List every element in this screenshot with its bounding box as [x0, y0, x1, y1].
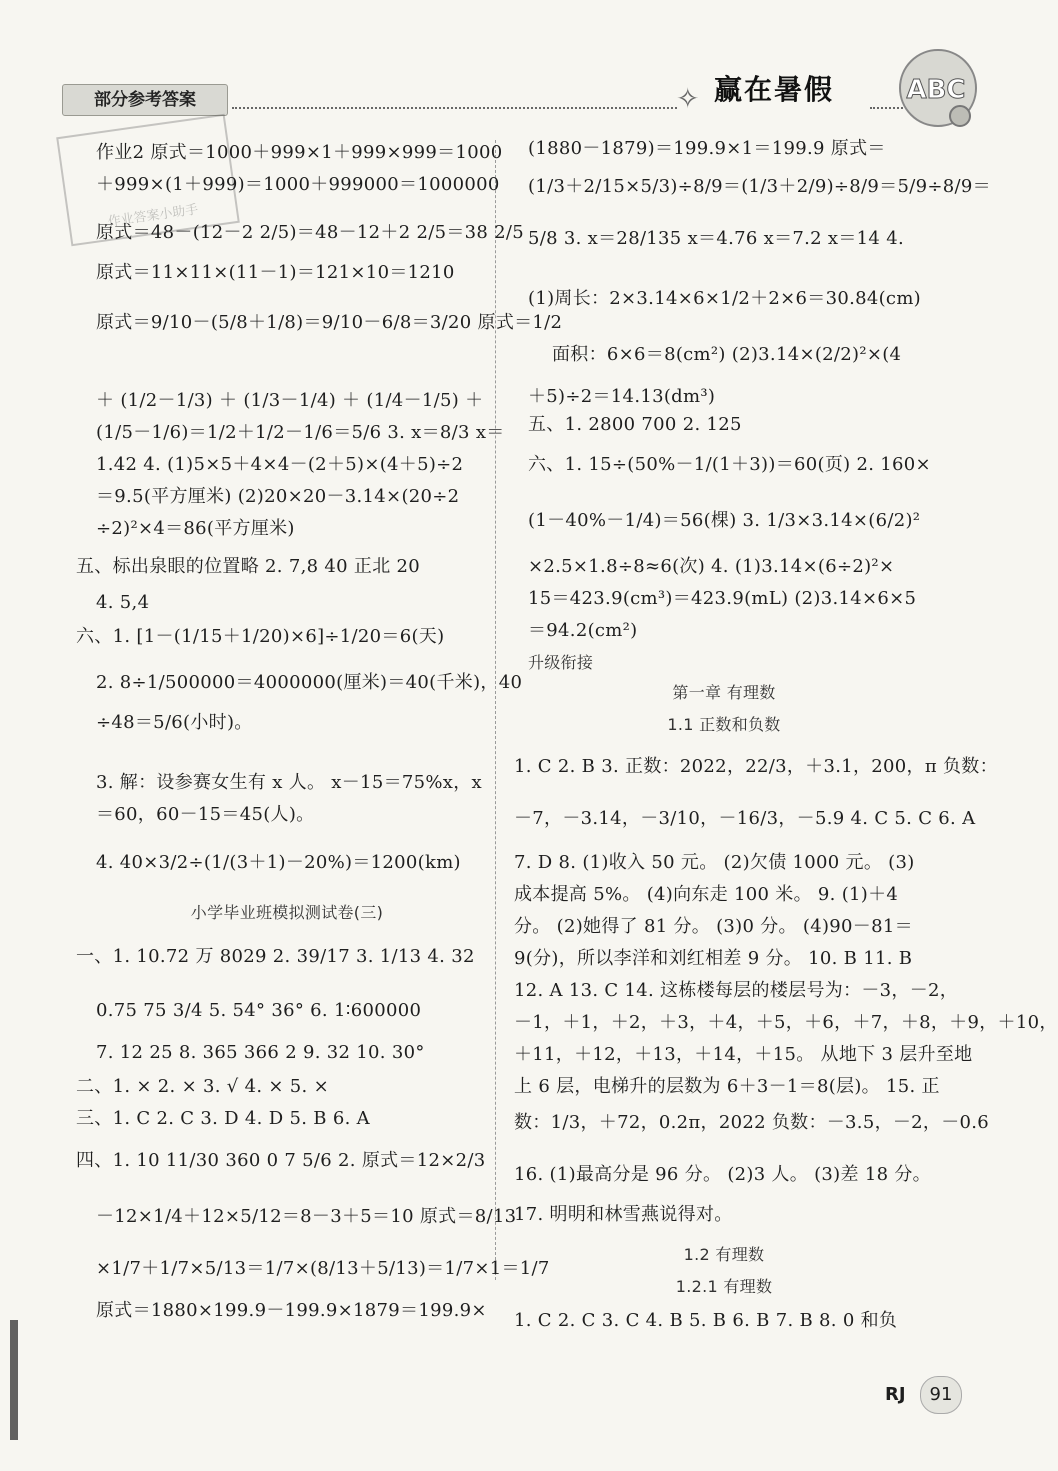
answer-line: ＋5)÷2＝14.13(dm³) — [528, 386, 716, 407]
answer-line: 作业2 原式＝1000＋999×1＋999×999＝1000 — [96, 142, 503, 163]
answer-line: 17. 明明和林雪燕说得对。 — [514, 1204, 733, 1225]
brand-title: 赢在暑假 — [714, 73, 835, 106]
answer-line: (1)周长：2×3.14×6×1/2＋2×6＝30.84(cm) — [528, 288, 922, 309]
answer-line: ÷48＝5/6(小时)。 — [96, 712, 253, 733]
answer-line: ×1/7＋1/7×5/13＝1/7×(8/13＋5/13)＝1/7×1＝1/7 — [96, 1258, 550, 1279]
answer-line: ＋11，＋12，＋13，＋14，＋15。 从地下 3 层升至地 — [514, 1044, 973, 1065]
abc-logo-icon — [878, 46, 993, 138]
answer-line: 五、标出泉眼的位置略 2. 7,8 40 正北 20 — [76, 556, 421, 577]
answer-line: 2. 8÷1/500000＝4000000(厘米)＝40(千米)，40 — [96, 672, 523, 693]
star-icon: ✧ — [676, 82, 700, 115]
answer-line: 成本提高 5%。 (4)向东走 100 米。 9. (1)＋4 — [514, 884, 899, 905]
answer-line: 原式＝1880×199.9－199.9×1879＝199.9× — [96, 1300, 487, 1321]
answer-line: 1. C 2. C 3. C 4. B 5. B 6. B 7. B 8. 0 和负 — [514, 1310, 898, 1331]
header-divider — [232, 107, 677, 109]
answer-line: (1/3＋2/15×5/3)÷8/9＝(1/3＋2/9)÷8/9＝5/9÷8/9＝ — [528, 176, 991, 197]
answer-line: 4. 40×3/2÷(1/(3＋1)－20%)＝1200(km) — [96, 852, 461, 873]
chapter-heading: 第一章 有理数 — [672, 683, 776, 702]
answer-line: ＝60，60－15＝45(人)。 — [96, 804, 315, 825]
answer-line: 数：1/3，＋72，0.2π，2022 负数：－3.5，－2，－0.6 — [514, 1112, 990, 1133]
answer-line: 12. A 13. C 14. 这栋楼每层的楼层号为：－3，－2， — [514, 980, 959, 1001]
answer-line: 1. C 2. B 3. 正数：2022，22/3，＋3.1，200，π 负数： — [514, 756, 998, 777]
answer-line: ×2.5×1.8÷8≈6(次) 4. (1)3.14×(6÷2)²× — [528, 556, 895, 577]
answer-line: 15＝423.9(cm³)＝423.9(mL) (2)3.14×6×5 — [528, 588, 917, 609]
answer-line: 5/8 3. x＝28/135 x＝4.76 x＝7.2 x＝14 4. — [528, 228, 904, 249]
answer-line: 原式＝11×11×(11－1)＝121×10＝1210 — [96, 262, 455, 283]
section-title: 部分参考答案 — [62, 84, 228, 116]
edition-label: RJ — [885, 1384, 906, 1405]
answer-line: 原式＝48－(12－2 2/5)＝48－12＋2 2/5＝38 2/5 — [96, 222, 525, 243]
answer-line: (1880－1879)＝199.9×1＝199.9 原式＝ — [528, 138, 886, 159]
answer-line: 二、1. × 2. × 3. √ 4. × 5. × — [76, 1076, 329, 1097]
page-number: 91 — [920, 1376, 962, 1414]
answer-line: (1－40%－1/4)＝56(棵) 3. 1/3×3.14×(6/2)² — [528, 510, 921, 531]
answer-line: 一、1. 10.72 万 8029 2. 39/17 3. 1/13 4. 32 — [76, 946, 475, 967]
answer-line: ＋999×(1＋999)＝1000＋999000＝1000000 — [96, 174, 500, 195]
column-divider — [495, 140, 496, 1280]
answer-line: －1，＋1，＋2，＋3，＋4，＋5，＋6，＋7，＋8，＋9，＋10， — [514, 1012, 1058, 1033]
answer-line: 上 6 层，电梯升的层数为 6＋3－1＝8(层)。 15. 正 — [514, 1076, 940, 1097]
answer-line: ＝94.2(cm²) — [528, 620, 638, 641]
answer-line: (1/5－1/6)＝1/2＋1/2－1/6＝5/6 3. x＝8/3 x＝ — [96, 422, 505, 443]
answer-line: 四、1. 10 11/30 360 0 7 5/6 2. 原式＝12×2/3 — [76, 1150, 486, 1171]
answer-line: －7，－3.14，－3/10，－16/3，－5.9 4. C 5. C 6. A — [514, 808, 976, 829]
answer-line: 3. 解：设参赛女生有 x 人。 x－15＝75%x，x — [96, 772, 482, 793]
answer-line: 六、1. 15÷(50%－1/(1＋3))＝60(页) 2. 160× — [528, 454, 931, 475]
answer-line: 面积：6×6＝8(cm²) (2)3.14×(2/2)²×(4 — [552, 344, 902, 365]
answer-line: 分。 (2)她得了 81 分。 (3)0 分。 (4)90－81＝ — [514, 916, 913, 937]
section-heading: 升级衔接 — [528, 653, 594, 672]
margin-mark — [10, 1320, 18, 1440]
answer-line: ＝9.5(平方厘米) (2)20×20－3.14×(20÷2 — [96, 486, 460, 507]
answer-line: －12×1/4＋12×5/12＝8－3＋5＝10 原式＝8/13 — [96, 1206, 517, 1227]
answer-line: 三、1. C 2. C 3. D 4. D 5. B 6. A — [76, 1108, 370, 1129]
section-heading: 1.1 正数和负数 — [667, 715, 781, 734]
stamp-text: 作业答案小助手 — [106, 202, 200, 230]
answer-line: 7. D 8. (1)收入 50 元。 (2)欠债 1000 元。 (3) — [514, 852, 915, 873]
logo-text: ABC — [906, 75, 966, 105]
answer-line: 0.75 75 3/4 5. 54° 36° 6. 1∶600000 — [96, 1000, 422, 1021]
answer-line: 五、1. 2800 700 2. 125 — [528, 414, 742, 435]
answer-line: 六、1. [1－(1/15＋1/20)×6]÷1/20＝6(天) — [76, 626, 445, 647]
section-heading: 小学毕业班模拟测试卷(三) — [190, 903, 384, 922]
page-header — [0, 0, 1000, 130]
answer-line: 7. 12 25 8. 365 366 2 9. 32 10. 30° — [96, 1042, 425, 1063]
section-heading: 1.2 有理数 — [683, 1245, 765, 1264]
answer-line: 4. 5,4 — [96, 592, 150, 613]
answer-line: 原式＝9/10－(5/8＋1/8)＝9/10－6/8＝3/20 原式＝1/2 — [96, 312, 563, 333]
answer-line: ＋ (1/2－1/3) ＋ (1/3－1/4) ＋ (1/4－1/5) ＋ — [96, 390, 484, 411]
answer-line: 16. (1)最高分是 96 分。 (2)3 人。 (3)差 18 分。 — [514, 1164, 931, 1185]
answer-line: 1.42 4. (1)5×5＋4×4－(2＋5)×(4＋5)÷2 — [96, 454, 464, 475]
answer-line: 9(分)，所以李洋和刘红相差 9 分。 10. B 11. B — [514, 948, 913, 969]
answer-line: ÷2)²×4＝86(平方厘米) — [96, 518, 295, 539]
section-heading: 1.2.1 有理数 — [675, 1277, 773, 1296]
